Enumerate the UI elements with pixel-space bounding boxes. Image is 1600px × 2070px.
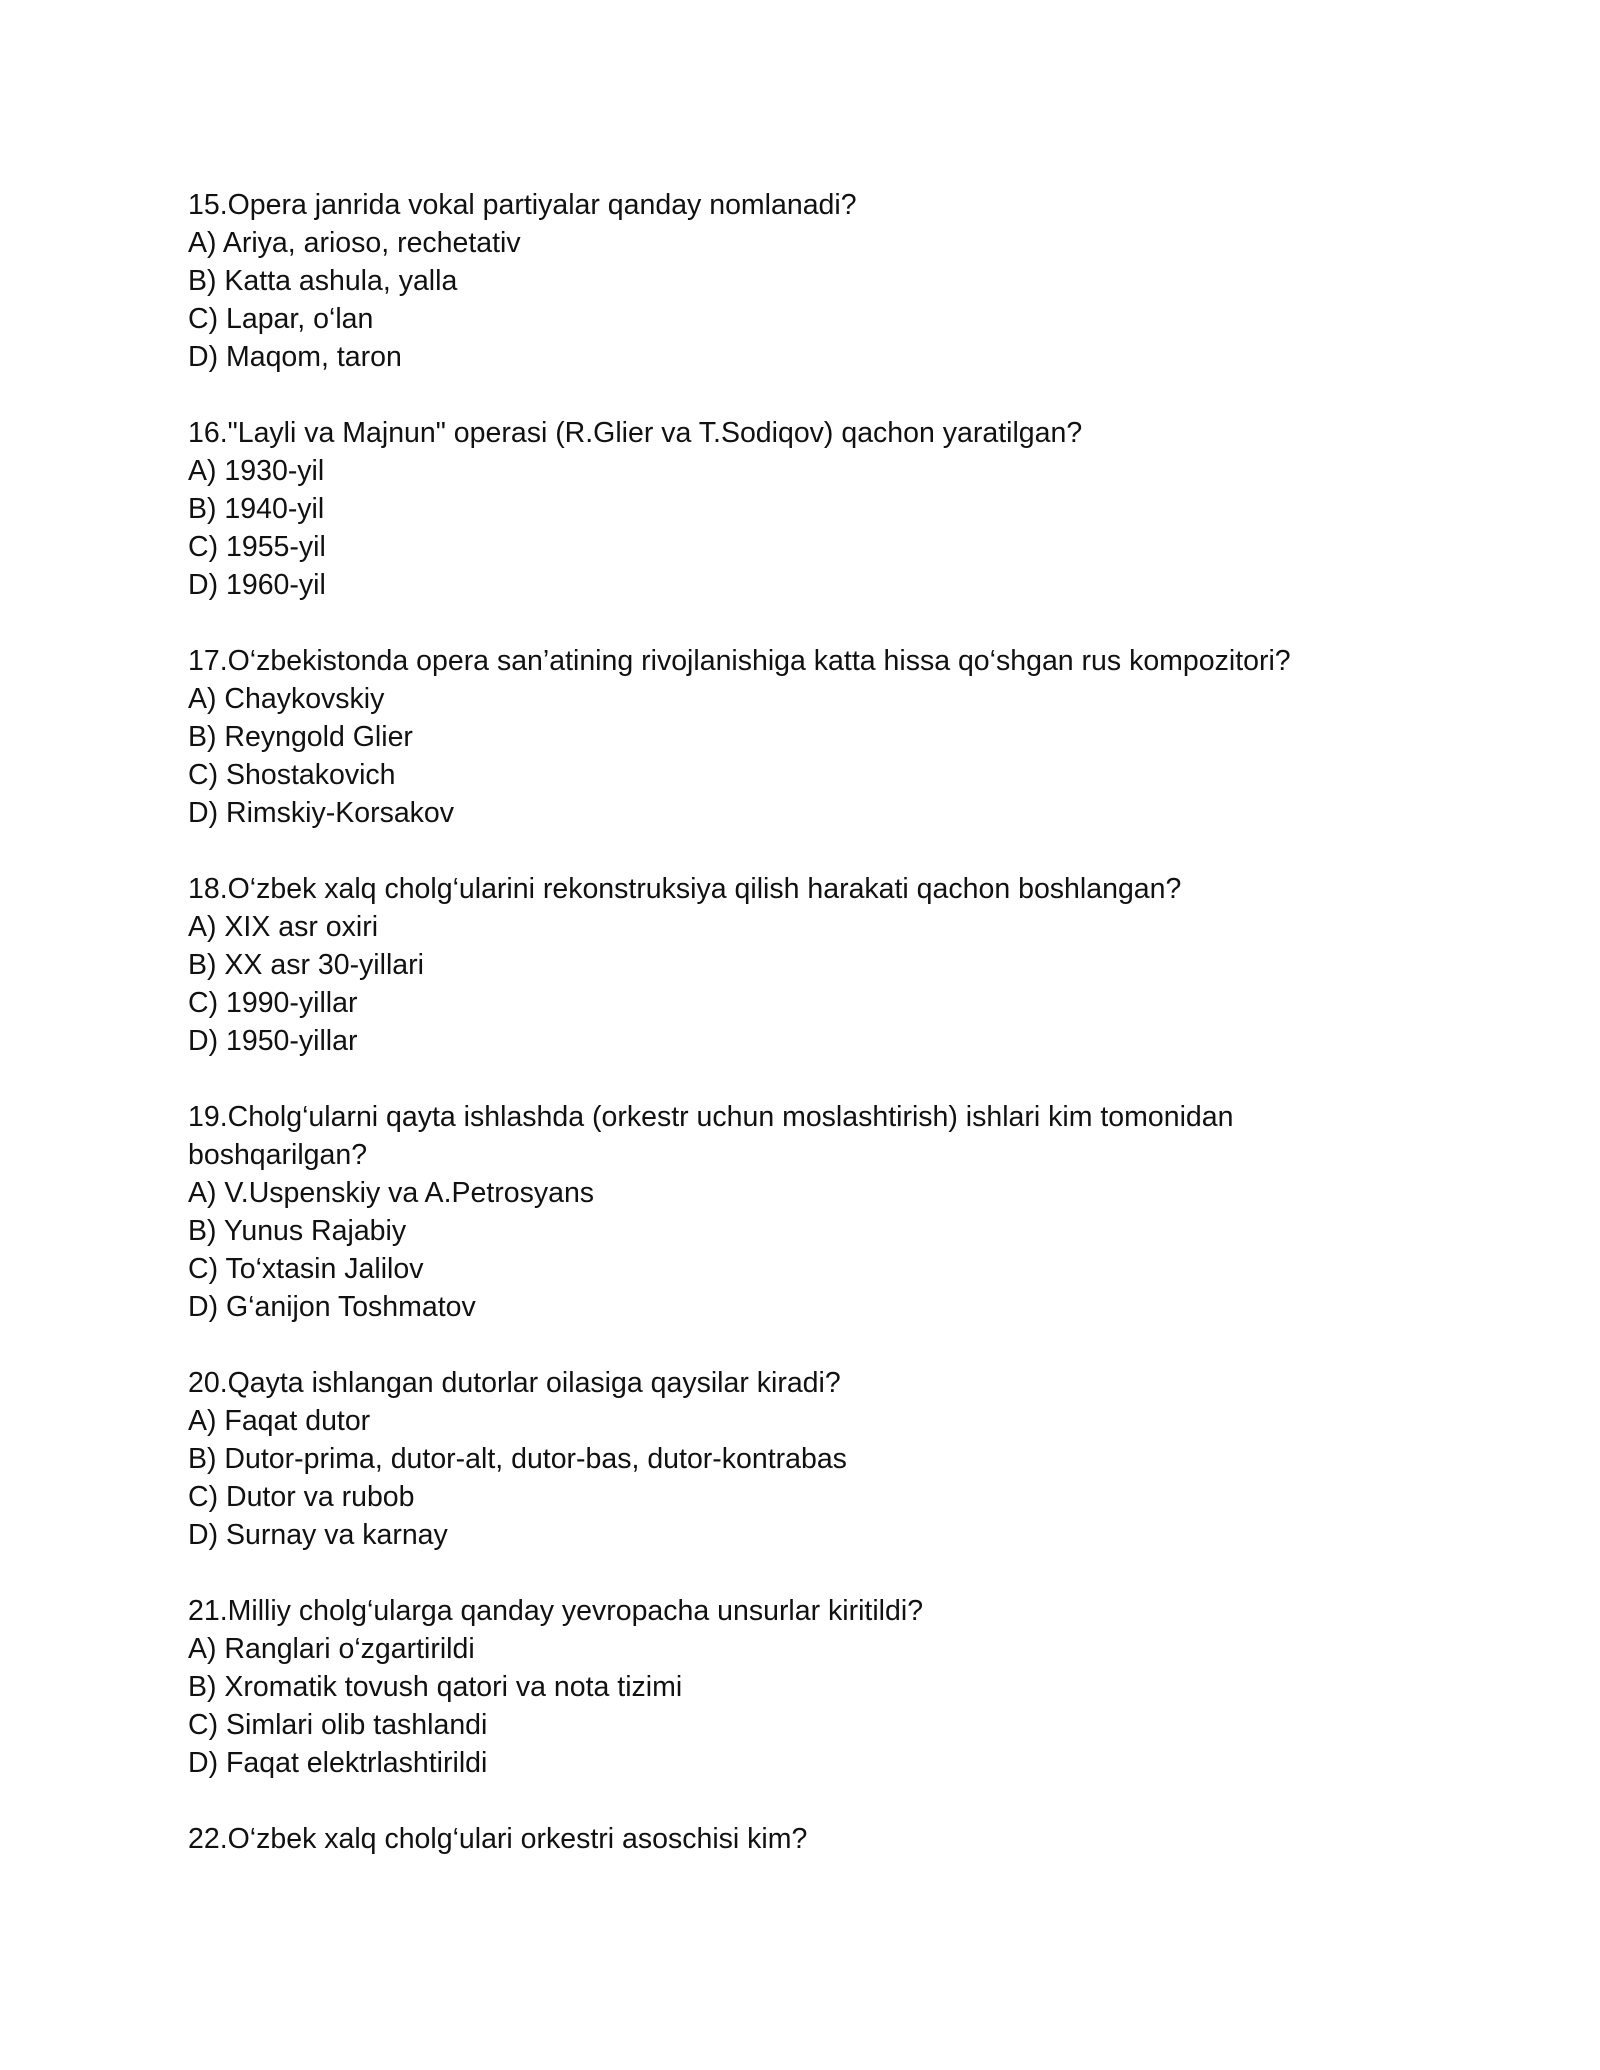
answer-option-b: B) Yunus Rajabiy xyxy=(188,1215,407,1247)
answer-option-c: C) Shostakovich xyxy=(188,759,396,791)
answer-option-b: B) XX asr 30-yillari xyxy=(188,949,424,981)
question-text: 15.Opera janrida vokal partiyalar qanday nomlanadi? xyxy=(188,189,857,221)
answer-option-a: A) Ariya, arioso, rechetativ xyxy=(188,227,521,259)
answer-option-d: D) Faqat elektrlashtirildi xyxy=(188,1747,488,1779)
answer-option-d: D) Maqom, taron xyxy=(188,341,402,373)
question-18 xyxy=(188,870,1428,1060)
answer-option-b: B) Katta ashula, yalla xyxy=(188,265,458,297)
question-15 xyxy=(188,186,1428,376)
question-text: 21.Milliy cholg‘ularga qanday yevropacha unsurlar kiritildi? xyxy=(188,1595,924,1627)
answer-option-b: B) Reyngold Glier xyxy=(188,721,413,753)
answer-option-a: A) Ranglari o‘zgartirildi xyxy=(188,1633,475,1665)
question-22 xyxy=(188,1820,1428,1858)
answer-option-c: C) Dutor va rubob xyxy=(188,1481,415,1513)
answer-option-d: D) Surnay va karnay xyxy=(188,1519,448,1551)
answer-option-b: B) Dutor-prima, dutor-alt, dutor-bas, dutor-kontrabas xyxy=(188,1443,847,1475)
question-text-line-1: 19.Cholg‘ularni qayta ishlashda (orkestr uchun moslashtirish) ishlari kim tomonidan xyxy=(188,1101,1234,1133)
answer-option-d: D) 1950-yillar xyxy=(188,1025,358,1057)
question-21 xyxy=(188,1592,1428,1782)
question-text: 22.O‘zbek xalq cholg‘ulari orkestri asoschisi kim? xyxy=(188,1823,808,1855)
answer-option-c: C) 1955-yil xyxy=(188,531,326,563)
answer-option-c: C) To‘xtasin Jalilov xyxy=(188,1253,424,1285)
answer-option-a: A) V.Uspenskiy va A.Petrosyans xyxy=(188,1177,595,1209)
document-page xyxy=(188,186,1428,1896)
answer-option-a: A) Chaykovskiy xyxy=(188,683,385,715)
answer-option-b: B) 1940-yil xyxy=(188,493,325,525)
question-17 xyxy=(188,642,1428,832)
question-text: 16."Layli va Majnun" operasi (R.Glier va T.Sodiqov) qachon yaratilgan? xyxy=(188,417,1083,449)
question-19 xyxy=(188,1098,1428,1326)
answer-option-d: D) G‘anijon Toshmatov xyxy=(188,1291,476,1323)
question-text: 18.O‘zbek xalq cholg‘ularini rekonstruksiya qilish harakati qachon boshlangan? xyxy=(188,873,1182,905)
question-text-line-2: boshqarilgan? xyxy=(188,1139,368,1171)
question-text: 17.O‘zbekistonda opera san’atining rivojlanishiga katta hissa qo‘shgan rus kompozitori? xyxy=(188,645,1291,677)
answer-option-c: C) Simlari olib tashlandi xyxy=(188,1709,488,1741)
answer-option-d: D) 1960-yil xyxy=(188,569,326,601)
question-16 xyxy=(188,414,1428,604)
question-20 xyxy=(188,1364,1428,1554)
answer-option-a: A) Faqat dutor xyxy=(188,1405,371,1437)
answer-option-a: A) 1930-yil xyxy=(188,455,325,487)
answer-option-c: C) 1990-yillar xyxy=(188,987,358,1019)
question-text: 20.Qayta ishlangan dutorlar oilasiga qaysilar kiradi? xyxy=(188,1367,841,1399)
answer-option-a: A) XIX asr oxiri xyxy=(188,911,379,943)
answer-option-c: C) Lapar, o‘lan xyxy=(188,303,374,335)
answer-option-b: B) Xromatik tovush qatori va nota tizimi xyxy=(188,1671,683,1703)
answer-option-d: D) Rimskiy-Korsakov xyxy=(188,797,455,829)
